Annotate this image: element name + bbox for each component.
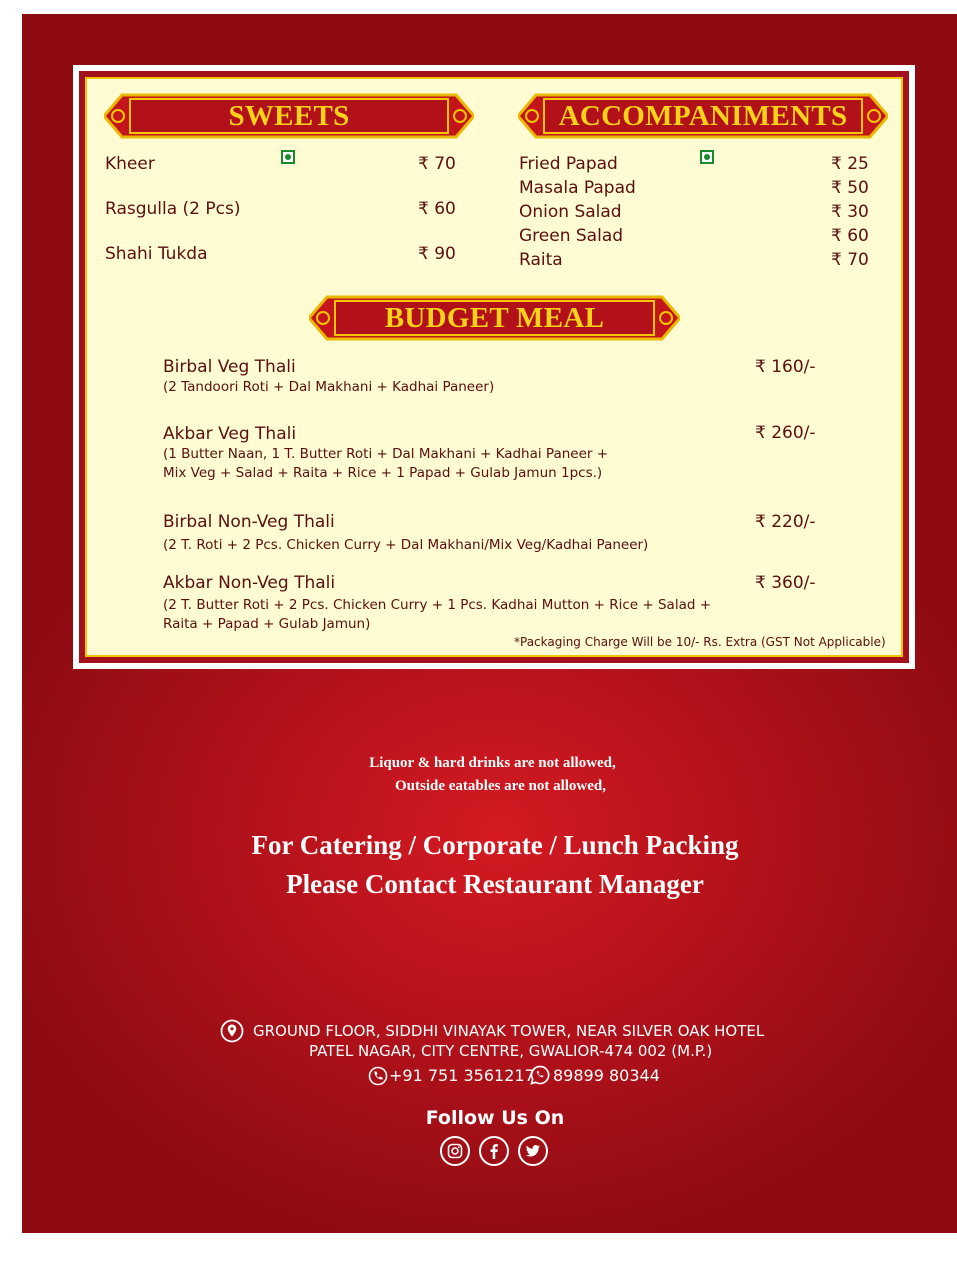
notice-line: Outside eatables are not allowed, [395,778,606,794]
list-item: Masala Papad [519,178,636,198]
meal-name: Akbar Non-Veg Thali [163,573,336,593]
meal-description: (2 Tandoori Roti + Dal Makhani + Kadhai Paneer) [163,379,495,395]
meal-price: ₹ 220/- [755,512,816,532]
accompaniments-banner [518,93,888,139]
meal-name: Birbal Non-Veg Thali [163,512,335,532]
whatsapp-number[interactable]: 89899 80344 [553,1066,660,1085]
instagram-icon [447,1143,463,1159]
whatsapp-icon [530,1065,550,1085]
contact-line: For Catering / Corporate / Lunch Packing [251,830,739,860]
meal-price: ₹ 360/- [755,573,816,593]
veg-icon [700,150,714,164]
phone-number[interactable]: +91 751 3561217 [389,1066,535,1085]
list-item: Raita [519,250,563,270]
phone-icon [368,1066,388,1086]
sweets-title: SWEETS [228,100,350,132]
veg-icon [281,150,295,164]
budget-meal-banner [309,295,680,341]
follow-us-label: Follow Us On [425,1107,565,1129]
list-item: Onion Salad [519,202,622,222]
notice-line: Liquor & hard drinks are not allowed, [369,755,616,771]
facebook-button[interactable] [479,1136,509,1166]
meal-description: Mix Veg + Salad + Raita + Rice + 1 Papad + Gulab Jamun 1pcs.) [163,465,603,481]
list-item: Fried Papad [519,154,618,174]
list-item: Kheer [105,154,155,174]
item-price: ₹ 70 [418,154,456,174]
location-pin-icon [220,1019,244,1043]
meal-description: (2 T. Butter Roti + 2 Pcs. Chicken Curry + 1 Pcs. Kadhai Mutton + Rice + Salad + [163,597,712,613]
twitter-icon [525,1143,541,1159]
instagram-button[interactable] [440,1136,470,1166]
packaging-note: *Packaging Charge Will be 10/- Rs. Extra (GST Not Applicable) [514,635,886,649]
meal-price: ₹ 160/- [755,357,816,377]
meal-name: Birbal Veg Thali [163,357,296,377]
meal-description: (1 Butter Naan, 1 T. Butter Roti + Dal Makhani + Kadhai Paneer + [163,446,609,462]
item-price: ₹ 50 [831,178,869,198]
meal-name: Akbar Veg Thali [163,424,297,444]
budget-meal-title: BUDGET MEAL [384,302,605,334]
item-price: ₹ 70 [831,250,869,270]
item-price: ₹ 90 [418,244,456,264]
facebook-icon [486,1143,502,1159]
list-item: Shahi Tukda [105,244,208,264]
meal-description: (2 T. Roti + 2 Pcs. Chicken Curry + Dal Makhani/Mix Veg/Kadhai Paneer) [163,537,649,553]
item-price: ₹ 60 [831,226,869,246]
meal-price: ₹ 260/- [755,423,816,443]
address-line: PATEL NAGAR, CITY CENTRE, GWALIOR-474 002 (M.P.) [309,1042,713,1060]
accompaniments-title: ACCOMPANIMENTS [558,100,848,132]
list-item: Green Salad [519,226,624,246]
item-price: ₹ 30 [831,202,869,222]
address-line: GROUND FLOOR, SIDDHI VINAYAK TOWER, NEAR SILVER OAK HOTEL [253,1022,765,1040]
meal-description: Raita + Papad + Gulab Jamun) [163,616,371,632]
list-item: Rasgulla (2 Pcs) [105,199,241,219]
twitter-button[interactable] [518,1136,548,1166]
item-price: ₹ 25 [831,154,869,174]
item-price: ₹ 60 [418,199,456,219]
sweets-banner [104,93,474,139]
contact-line: Please Contact Restaurant Manager [286,869,704,899]
